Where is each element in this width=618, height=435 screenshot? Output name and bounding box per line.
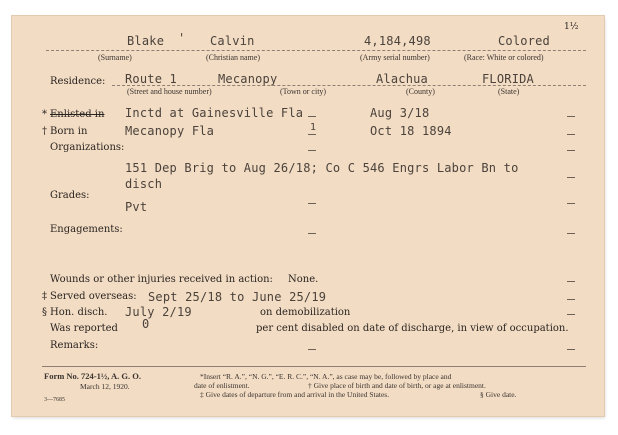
wounds-value: None. (288, 274, 319, 285)
served-marker: ‡ (42, 291, 47, 302)
engagements-label: Engagements: (50, 224, 123, 235)
enlisted-value: Inctd at Gainesville Fla (125, 106, 304, 120)
race-value: Colored (498, 34, 550, 48)
caption-race: (Race: White or colored) (464, 53, 544, 62)
grades-value: Pvt (125, 200, 148, 214)
enlisted-label: Enlisted in (50, 109, 105, 120)
caption-street: (Street and house number) (127, 87, 212, 96)
dash (308, 349, 316, 350)
header-rule (46, 50, 586, 51)
hon-marker: § (42, 307, 47, 318)
residence-label: Residence: (50, 76, 106, 87)
dash (308, 203, 316, 204)
caption-county: (County) (406, 87, 435, 96)
footnote-3: † Give place of birth and date of birth, or age at enlistment. (308, 381, 486, 390)
dash (567, 134, 575, 135)
dash (567, 281, 575, 282)
residence-county: Alachua (376, 72, 428, 86)
service-record-card (12, 16, 604, 416)
hon-label: Hon. disch. (50, 307, 108, 318)
form-date: March 12, 1920. (80, 382, 130, 391)
footnote-4: ‡ Give dates of departure from and arrival in the United States. (200, 390, 390, 399)
residence-street: Route 1 (125, 72, 177, 86)
organizations-label: Organizations: (50, 142, 125, 153)
dash (567, 299, 575, 300)
caption-state: (State) (498, 87, 520, 96)
born-date: Oct 18 1894 (370, 124, 452, 138)
caption-serial: (Army serial number) (360, 53, 430, 62)
caption-town: (Town or city) (280, 87, 327, 96)
residence-rule (112, 85, 586, 86)
residence-town: Mecanopy (218, 72, 278, 86)
born-value: Mecanopy Fla (125, 124, 215, 138)
dash (567, 349, 575, 350)
dash (567, 116, 575, 117)
organizations-line2: disch (125, 177, 163, 191)
dash (308, 233, 316, 234)
reported-label: Was reported (50, 323, 118, 334)
footnote-5: § Give date. (480, 390, 517, 399)
born-tick: 1 (310, 122, 317, 133)
born-label: Born in (50, 126, 88, 137)
hon-value: July 2/19 (125, 305, 192, 319)
hon-suffix: on demobilization (260, 307, 351, 318)
dash (308, 134, 316, 135)
reported-value: 0 (142, 317, 150, 331)
christian-name-value: Calvin (210, 34, 255, 48)
surname-value: Blake (127, 34, 165, 48)
form-number: Form No. 724-1½, A. G. O. (44, 371, 142, 381)
reported-suffix: per cent disabled on date of discharge, in view of occupation. (256, 323, 569, 334)
enlisted-marker: * (42, 109, 47, 120)
organizations-line1: 151 Dep Brig to Aug 26/18; Co C 546 Engrs Labor Bn to (125, 161, 519, 175)
served-label: Served overseas: (50, 291, 137, 302)
dash (567, 150, 575, 151)
serial-number-value: 4,184,498 (364, 34, 431, 48)
grades-label: Grades: (50, 190, 90, 201)
dash (567, 233, 575, 234)
born-marker: † (42, 126, 47, 137)
dash (567, 203, 575, 204)
dash (567, 314, 575, 315)
footer-rule (42, 366, 586, 367)
enlisted-date: Aug 3/18 (370, 106, 430, 120)
print-code: 3—7685 (44, 397, 65, 403)
wounds-label: Wounds or other injuries received in action: (50, 274, 273, 285)
residence-state: FLORIDA (482, 72, 534, 86)
caption-christian-name: (Christian name) (206, 53, 260, 62)
corner-mark: 1½ (564, 22, 579, 32)
tick-mark: ' (178, 31, 186, 45)
served-value: Sept 25/18 to June 25/19 (148, 290, 327, 304)
remarks-label: Remarks: (50, 340, 99, 351)
dash (567, 177, 575, 178)
footnote-1: *Insert “R. A.”, “N. G.”, “E. R. C.”, “N. A.”, as case may be, followed by place and (200, 372, 452, 381)
dash (308, 116, 316, 117)
footnote-2: date of enlistment. (194, 381, 250, 390)
dash (308, 150, 316, 151)
caption-surname: (Surname) (98, 53, 132, 62)
